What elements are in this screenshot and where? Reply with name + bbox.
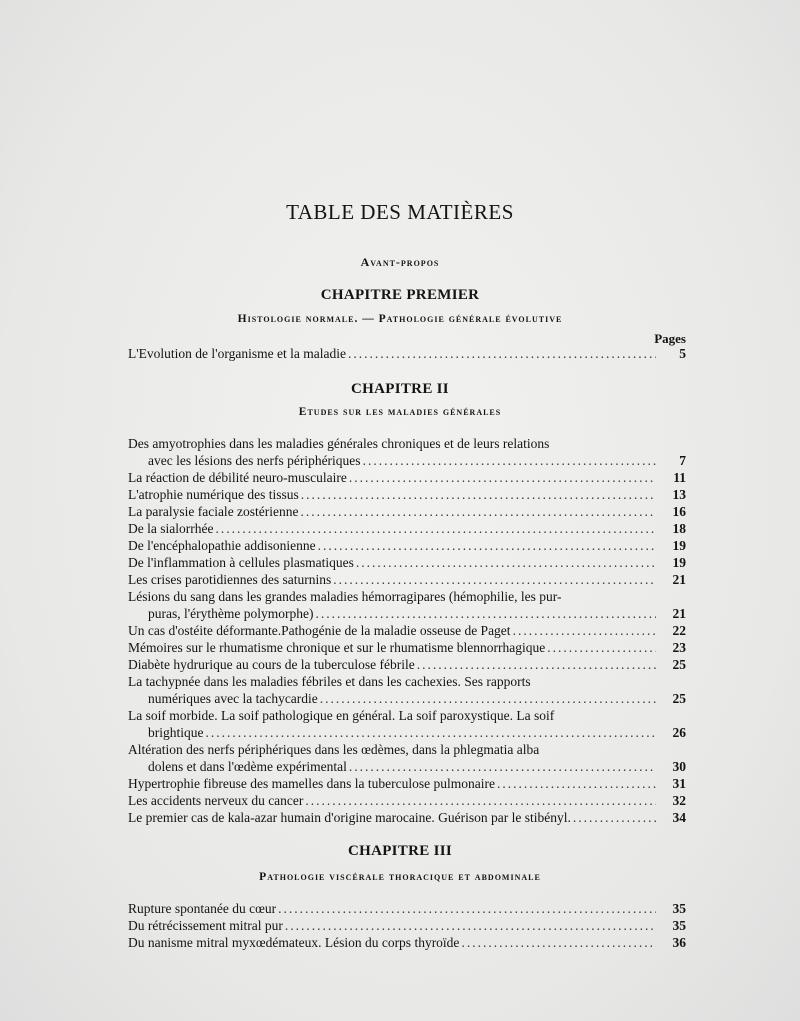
toc-entry xyxy=(128,775,686,792)
toc-entry-page: 23 xyxy=(672,640,686,655)
toc-entry xyxy=(128,707,686,741)
leader-dots xyxy=(513,622,656,639)
toc-entry-first-line: Lésions du sang dans les grandes maladies hémorragipares (hémophilie, les pur- xyxy=(128,589,562,604)
leader-dots xyxy=(318,537,656,554)
toc-entry xyxy=(128,809,686,826)
toc-entry-page: 35 xyxy=(672,918,686,933)
toc-entry-text: numériques avec la tachycardie xyxy=(148,691,318,706)
toc-entry-first-line: La tachypnée dans les maladies fébriles et dans les cachexies. Ses rapports xyxy=(128,674,531,689)
toc-entry xyxy=(128,486,686,503)
toc-entry-text: Mémoires sur le rhumatisme chronique et sur le rhumatisme blennorrhagique xyxy=(128,640,546,655)
page-title: TABLE DES MATIÈRES xyxy=(286,200,514,224)
toc-entry-text: La réaction de débilité neuro-musculaire xyxy=(128,470,347,485)
toc-entry-page: 18 xyxy=(672,521,686,536)
toc-entry-text: dolens et dans l'œdème expérimental xyxy=(148,759,347,774)
toc-entry-text: La paralysie faciale zostérienne xyxy=(128,504,299,519)
toc-entry-page: 26 xyxy=(672,725,686,740)
toc-entry xyxy=(128,639,686,656)
toc-entry-first-line: Des amyotrophies dans les maladies générales chroniques et de leurs relations xyxy=(128,436,550,451)
leader-dots xyxy=(573,809,656,826)
toc-entry xyxy=(128,537,686,554)
chapter1-subtitle: Histologie normale. — Pathologie générale évolutive xyxy=(237,313,563,325)
toc-entry-page: 32 xyxy=(672,793,686,808)
leader-dots xyxy=(363,452,656,469)
toc-entry xyxy=(128,503,686,520)
toc-entry xyxy=(128,345,686,362)
chapter3-subtitle: Pathologie viscérale thoracique et abdominale xyxy=(259,871,541,883)
toc-entry-page: 35 xyxy=(672,901,686,916)
toc-entry-text: Du nanisme mitral myxœdémateux. Lésion du corps thyroïde xyxy=(128,935,460,950)
leader-dots xyxy=(301,486,656,503)
leader-dots xyxy=(316,605,656,622)
toc-entry-page: 31 xyxy=(672,776,686,791)
toc-entry xyxy=(128,622,686,639)
toc-entry-text: De l'inflammation à cellules plasmatiques xyxy=(128,555,354,570)
toc-entry-text: Le premier cas de kala-azar humain d'origine marocaine. Guérison par le stibényl. xyxy=(128,810,571,825)
leader-dots xyxy=(348,345,656,362)
leader-dots xyxy=(215,520,656,537)
toc-entry-page: 13 xyxy=(672,487,686,502)
toc-entry-text: Du rétrécissement mitral pur xyxy=(128,918,283,933)
toc-entry-text: Diabète hydrurique au cours de la tuberculose fébrile xyxy=(128,657,415,672)
toc-entry xyxy=(128,934,686,951)
chapter2-subtitle: Etudes sur les maladies générales xyxy=(298,406,502,418)
toc-entry-text: Rupture spontanée du cœur xyxy=(128,901,277,916)
toc-entry-first-line: La soif morbide. La soif pathologique en général. La soif paroxystique. La soif xyxy=(128,708,555,723)
toc-entry-page: 19 xyxy=(672,555,686,570)
chapter3-entries xyxy=(128,900,686,951)
toc-entry xyxy=(128,917,686,934)
toc-entry-first-line: Altération des nerfs périphériques dans les œdèmes, dans la phlegmatia alba xyxy=(128,742,540,757)
leader-dots xyxy=(278,900,656,917)
toc-entry xyxy=(128,741,686,775)
toc-entry-text: De l'encéphalopathie addisonienne xyxy=(128,538,316,553)
toc-entry-page: 25 xyxy=(672,657,686,672)
toc-entry-text: puras, l'érythème polymorphe) xyxy=(148,606,314,621)
leader-dots xyxy=(349,469,656,486)
toc-entry-page: 25 xyxy=(672,691,686,706)
toc-entry-text: L'Evolution de l'organisme et la maladie xyxy=(128,346,346,361)
toc-entry xyxy=(128,656,686,673)
pages-column-label: Pages xyxy=(654,331,686,346)
toc-entry-page: 22 xyxy=(672,623,686,638)
toc-entry-text: Les accidents nerveux du cancer xyxy=(128,793,304,808)
leader-dots xyxy=(305,792,656,809)
toc-entry xyxy=(128,435,686,469)
toc-entry-text: Hypertrophie fibreuse des mamelles dans la tuberculose pulmonaire xyxy=(128,776,496,791)
chapter1-entries xyxy=(128,345,686,362)
toc-entry xyxy=(128,900,686,917)
toc-entry-text: De la sialorrhée xyxy=(128,521,214,536)
leader-dots xyxy=(547,639,656,656)
toc-entry xyxy=(128,588,686,622)
chapter3-heading: CHAPITRE III xyxy=(347,843,453,859)
toc-entry-page: 30 xyxy=(672,759,686,774)
leader-dots xyxy=(497,775,656,792)
leader-dots xyxy=(301,503,656,520)
toc-entry xyxy=(128,673,686,707)
leader-dots xyxy=(206,724,657,741)
toc-entry xyxy=(128,469,686,486)
toc-entry-page: 19 xyxy=(672,538,686,553)
toc-entry-page: 7 xyxy=(679,453,686,468)
toc-entry-text: Les crises parotidiennes des saturnins xyxy=(128,572,332,587)
avant-propos-heading: Avant-propos xyxy=(360,255,440,269)
toc-entry-text: L'atrophie numérique des tissus xyxy=(128,487,299,502)
toc-entry-page: 11 xyxy=(673,470,686,485)
toc-entry-text: avec les lésions des nerfs périphériques xyxy=(148,453,361,468)
leader-dots xyxy=(333,571,656,588)
leader-dots xyxy=(417,656,656,673)
leader-dots xyxy=(320,690,656,707)
toc-entry-text: Un cas d'ostéite déformante.Pathogénie de la maladie osseuse de Paget xyxy=(128,623,511,638)
leader-dots xyxy=(349,758,656,775)
toc-entry-page: 5 xyxy=(679,346,686,361)
leader-dots xyxy=(461,934,656,951)
toc-entry xyxy=(128,520,686,537)
toc-entry-text: brightique xyxy=(148,725,204,740)
chapter1-heading: CHAPITRE PREMIER xyxy=(320,287,480,303)
toc-entry xyxy=(128,792,686,809)
toc-entry-page: 36 xyxy=(672,935,686,950)
toc-entry-page: 21 xyxy=(672,572,686,587)
leader-dots xyxy=(356,554,656,571)
chapter2-heading: CHAPITRE II xyxy=(351,381,449,397)
chapter2-entries xyxy=(128,435,686,826)
toc-entry-page: 34 xyxy=(672,810,686,825)
toc-entry xyxy=(128,554,686,571)
toc-entry-page: 21 xyxy=(672,606,686,621)
toc-entry-page: 16 xyxy=(672,504,686,519)
leader-dots xyxy=(285,917,656,934)
toc-entry xyxy=(128,571,686,588)
